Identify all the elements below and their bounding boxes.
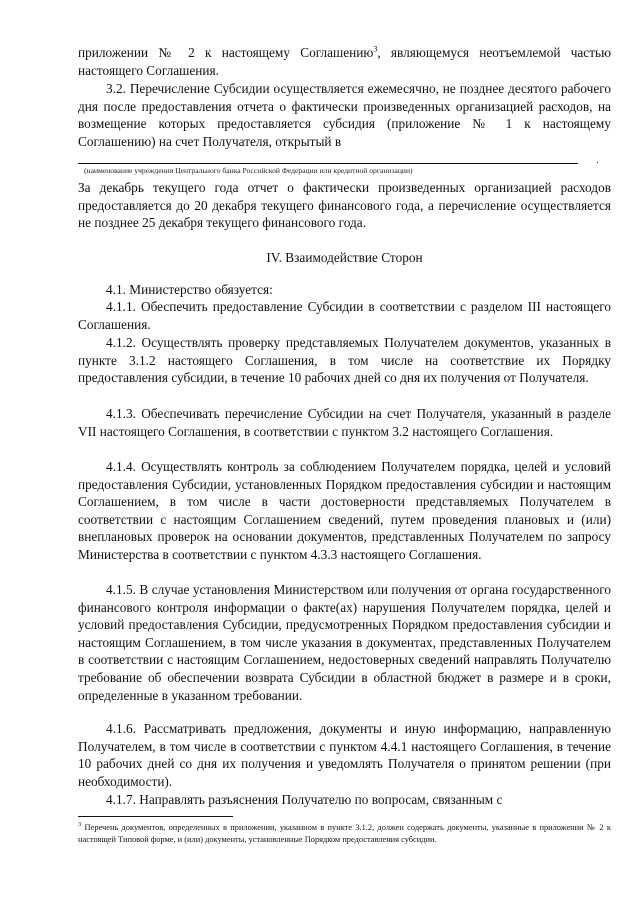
paragraph-december: За декабрь текущего года отчет о фактически произведенных организацией расходов предоставляется до 20 декабря текущего финансового года, а перечисление осуществляется не позднее 25 декабря текущего финансового года. — [78, 180, 611, 231]
paragraph-4-1-7: 4.1.7. Направлять разъяснения Получателю по вопросам, связанным с — [106, 792, 503, 807]
footnote-separator — [78, 816, 233, 817]
footnote-text: Перечень документов, определенных в приложении, указанном в пункте 3.1.2, должен содержать документы, указанные в приложении № 2 к настоящей Типовой форме, и (или) документы, установленные Порядком предоставления субсидии. — [78, 823, 611, 844]
paragraph-top-end: , являющемуся неотъемлемой частью настоящего Соглашения. — [78, 45, 612, 78]
paragraph-4-1: 4.1. Министерство обязуется: — [106, 282, 273, 297]
paragraph-4-1-3: 4.1.3. Обеспечивать перечисление Субсидии на счет Получателя, указанный в разделе VII настоящего Соглашения, в соответствии с пунктом 3.2 настоящего Соглашения. — [78, 406, 611, 439]
paragraph-4-1-6: 4.1.6. Рассматривать предложения, документы и иную информацию, направленную Получателем, в том числе в соответствии с пунктом 4.4.1 настоящего Соглашения, в течение 10 рабочих дней со дня их получения и уведомлять Получателя о принятом решении (при необходимости). — [78, 721, 611, 789]
footnote-number: 3 — [78, 821, 82, 829]
paragraph-top-text: приложении № 2 к настоящему Соглашению — [78, 45, 374, 60]
fill-line-tail: . — [596, 152, 599, 166]
paragraph-4-1-4: 4.1.4. Осуществлять контроль за соблюдением Получателем порядка, целей и условий предоставления Субсидии, установленных Порядком предоставления субсидии и настоящим Соглашением, в том числе в части достоверности представляемых Получателем в соответствии с настоящим Соглашением сведений, путем проведения плановых и (или) внеплановых проверок на основании документов, представленных Получателем по запросу Министерства в соответствии с пунктом 4.3.3 настоящего Соглашения. — [78, 459, 611, 562]
bank-caption: (наименование учреждения Центрального банка Российской Федерации или кредитной организации) — [84, 166, 413, 175]
footnote — [78, 822, 611, 845]
paragraph-4-1-2: 4.1.2. Осуществлять проверку представляемых Получателем документов, указанных в пункте 3.1.2 настоящего Соглашения, в том числе на соответствие их Порядку предоставления субсидии, в течение 10 рабочих дней со дня их получения от Получателя. — [78, 335, 611, 386]
paragraph-4-1-5: 4.1.5. В случае установления Министерством или получения от органа государственного финансового контроля информации о факте(ах) нарушения Получателем порядка, целей и условий предоставления Субсидии, предусмотренных Порядком предоставления субсидии и настоящим Соглашением, в том числе указания в документах, представленных Получателем в соответствии с настоящим Соглашением, недостоверных сведений направлять Получателю требование об обеспечении возврата Субсидии в областной бюджет в размере и в сроки, определенные в указанном требовании. — [78, 582, 611, 703]
footnote-reference[interactable]: 3 — [373, 44, 378, 54]
paragraph-3-2: 3.2. Перечисление Субсидии осуществляется ежемесячно, не позднее десятого рабочего дня после предоставления отчета о фактически произведенных организацией расходов, на возмещение которых предоставляется субсидия (приложение № 1 к настоящему Соглашению) на счет Получателя, открытый в — [78, 81, 611, 149]
paragraph-top — [78, 44, 611, 79]
paragraph-4-1-1: 4.1.1. Обеспечить предоставление Субсидии в соответствии с разделом III настоящего Соглашения. — [78, 299, 611, 332]
section-title: IV. Взаимодействие Сторон — [266, 250, 423, 265]
bank-name-fill-line — [78, 163, 578, 164]
